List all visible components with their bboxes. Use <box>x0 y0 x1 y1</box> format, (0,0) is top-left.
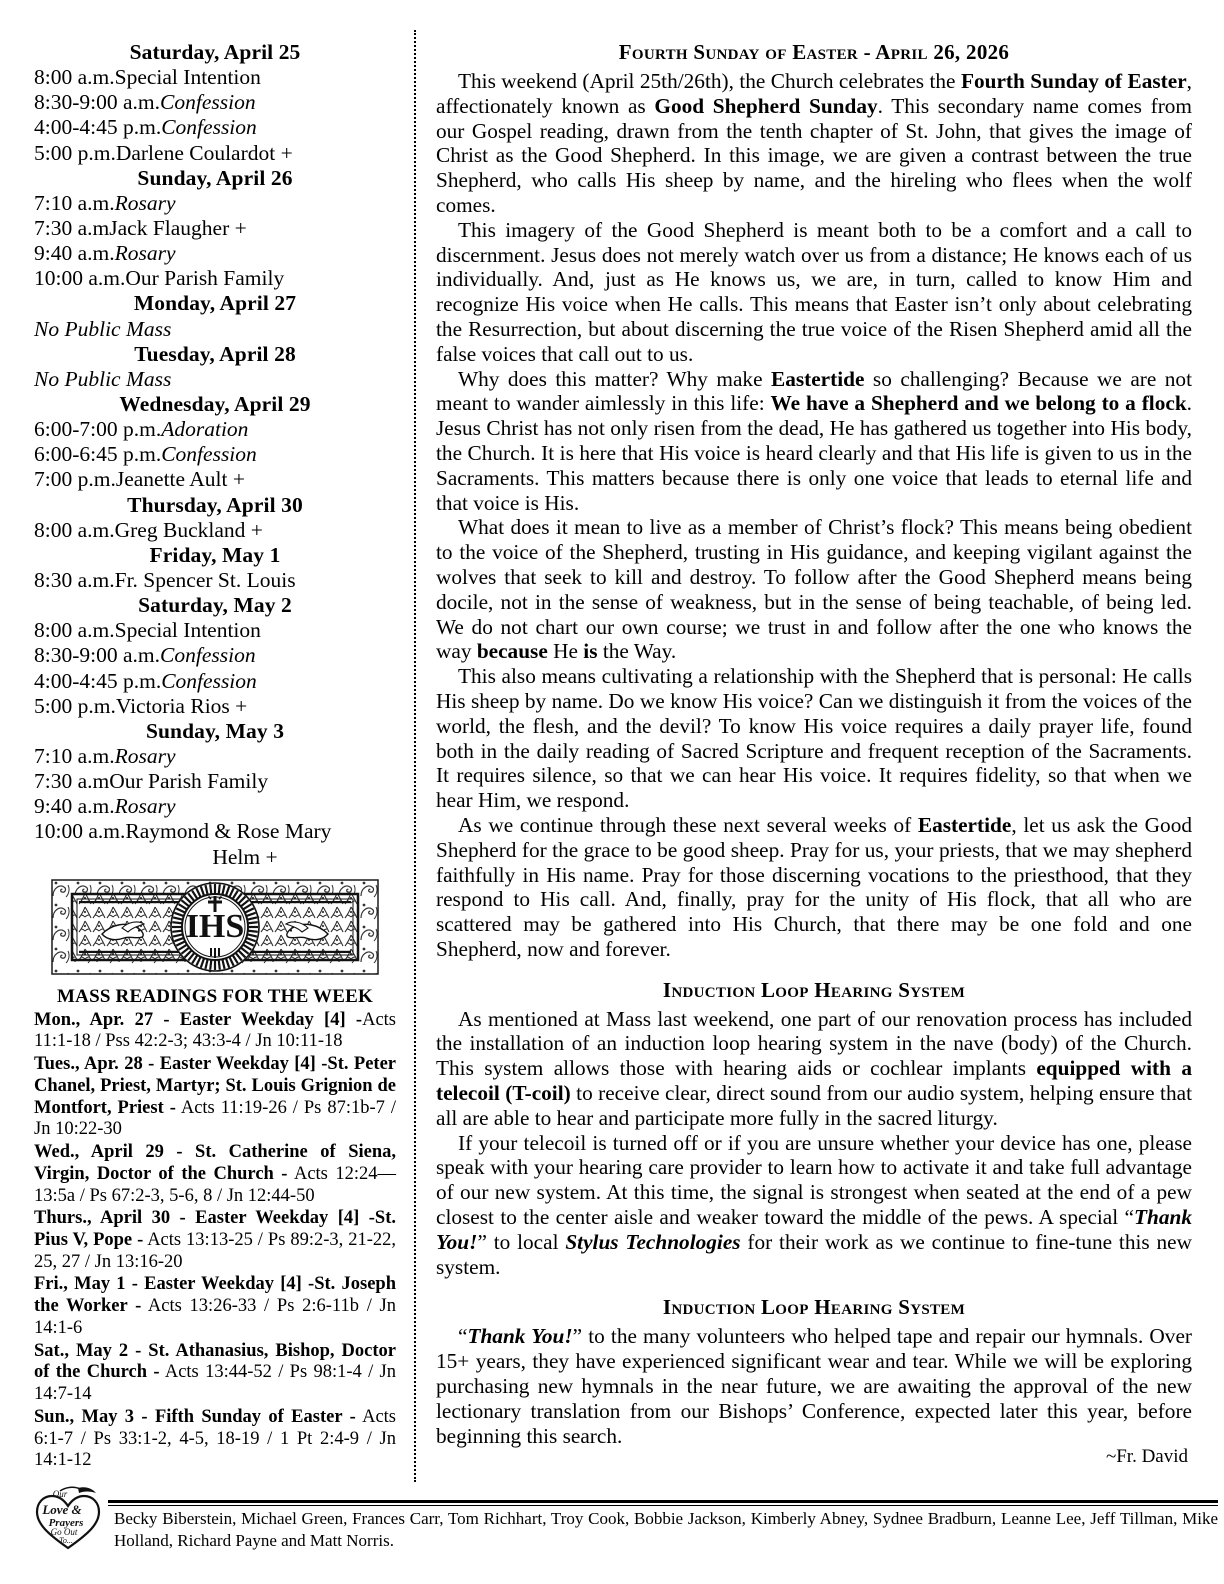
schedule-entry-time: 7:10 a.m. <box>34 743 115 768</box>
text-run: , affectionately known as <box>436 69 1192 118</box>
mass-reading-item <box>34 1010 396 1053</box>
svg-text:Go Out: Go Out <box>50 1527 78 1537</box>
schedule-entry-description: Special Intention <box>114 65 261 90</box>
text-run: Fourth Sunday of Easter <box>960 69 1187 93</box>
article-paragraph <box>436 664 1192 813</box>
schedule-entry-description: Confession <box>161 115 257 140</box>
text-run: Eastertide <box>917 812 1012 837</box>
svg-text:Prayers: Prayers <box>48 1517 84 1529</box>
text-run: As mentioned at Mass last weekend, one part of our renovation process has included the installation of an induction loop hearing system in the nave (body) of the Church. This system allows those with hearing aids or cochlear implants <box>436 1006 1192 1081</box>
schedule-entry <box>34 643 396 668</box>
induction-loop-paragraph <box>436 1131 1192 1280</box>
text-run: so challenging? Because we are not meant to wander aimlessly in this life: <box>436 366 1192 416</box>
schedule-entry-description: Jack Flaugher + <box>109 215 247 240</box>
mass-reading-references: Acts 13:13-25 / Ps 89:2-3, 21-22, 25, 27 / Jn 13:16-20 <box>34 1229 397 1272</box>
schedule-entry <box>34 467 396 492</box>
text-run: because <box>476 639 548 664</box>
text-run: Why does this matter? Why make <box>458 366 771 391</box>
mass-schedule <box>34 40 396 870</box>
schedule-entry <box>34 568 396 593</box>
schedule-entry-description: Confession <box>160 643 256 668</box>
svg-text:To...: To... <box>59 1536 73 1545</box>
article-paragraph <box>436 218 1192 367</box>
mass-reading-references: Acts 11:19-26 / Ps 87:1b-7 / Jn 10:22-30 <box>34 1097 397 1140</box>
article-paragraph <box>436 515 1192 664</box>
schedule-entry-time: 5:00 p.m. <box>34 693 116 718</box>
text-run: . Jesus Christ has not only risen from the dead, He has gathered us together into His body, the Church. It is here that His voice is heard clearly and that His life is given to us in the Sacraments. This matters because there is only one voice that leads to eternal life and that voice is His. <box>436 391 1192 515</box>
text-run: ” to local <box>477 1229 566 1254</box>
mass-reading-item <box>34 1054 396 1141</box>
mass-reading-heading: Sat., May 2 - St. Athanasius, Bishop, Doctor of the Church - <box>34 1340 396 1383</box>
schedule-entry-description: Raymond & Rose Mary <box>125 819 332 844</box>
schedule-entry <box>34 518 396 543</box>
schedule-entry-description: Fr. Spencer St. Louis <box>114 567 296 592</box>
schedule-entry <box>34 367 396 392</box>
schedule-entry-description: Adoration <box>161 417 249 442</box>
schedule-entry-time: 10:00 a.m. <box>34 266 126 291</box>
article-paragraph <box>436 367 1192 516</box>
schedule-entry-time: 7:30 a.m <box>34 769 110 794</box>
ihs-emblem-container <box>34 878 396 976</box>
schedule-entry-time: 8:00 a.m. <box>34 517 115 542</box>
schedule-entry-description: No Public Mass <box>34 366 172 391</box>
schedule-entry-time: 6:00-6:45 p.m. <box>34 442 162 467</box>
schedule-entry-time: 8:30-9:00 a.m. <box>34 90 160 115</box>
mass-reading-references: Acts 13:44-52 / Ps 98:1-4 / Jn 14:7-14 <box>34 1362 397 1405</box>
schedule-day-heading: Saturday, April 25 <box>129 40 301 64</box>
text-run: “ <box>458 1324 468 1349</box>
mass-reading-heading: Tues., Apr. 28 - Easter Weekday [4] -St. Peter Chanel, Priest, Martyr; St. Louis Grignion de Montfort, Priest - <box>34 1054 396 1118</box>
schedule-day-heading: Tuesday, April 28 <box>134 341 296 366</box>
svg-text:IHS: IHS <box>185 907 245 945</box>
mass-reading-item <box>34 1274 396 1339</box>
text-run: Eastertide <box>771 366 865 391</box>
schedule-day-heading: Monday, April 27 <box>133 291 297 316</box>
schedule-entry-time: 10:00 a.m. <box>34 819 126 844</box>
schedule-entry <box>34 694 396 719</box>
schedule-entry <box>34 769 396 794</box>
schedule-entry <box>34 241 396 266</box>
schedule-entry-time: 4:00-4:45 p.m. <box>34 668 162 693</box>
text-run: He <box>547 639 584 664</box>
text-run: This also means cultivating a relationship with the Shepherd that is personal: He calls His sheep by name. Do we know His voice? Can we distinguish it from the voices of the world, the flesh, and the devil? To know His voice requires a daily prayer life, found both in the daily reading of Sacred Scripture and frequent reception of the Sacraments. It requires silence, so that we can hear His voice. It requires fidelity, so that when we hear Him, we respond. <box>436 664 1192 813</box>
left-column <box>34 40 396 1473</box>
footer-divider-rule <box>108 1500 1218 1506</box>
text-run: Stylus Technologies <box>565 1229 741 1254</box>
schedule-entry <box>34 141 396 166</box>
schedule-entry <box>34 216 396 241</box>
mass-reading-heading: Fri., May 1 - Easter Weekday [4] -St. Joseph the Worker - <box>34 1274 396 1317</box>
schedule-entry-time: 4:00-4:45 p.m. <box>34 115 162 140</box>
schedule-entry-description: Victoria Rios + <box>115 693 248 718</box>
text-run: As we continue through these next several weeks of <box>458 812 918 837</box>
schedule-entry-description: Special Intention <box>114 618 261 643</box>
text-run: for their work as we continue to fine-tune this new system. <box>436 1229 1192 1279</box>
schedule-entry-description: Jeanette Ault + <box>115 467 245 492</box>
text-run: This weekend (April 25th/26th), the Church celebrates the <box>458 69 961 93</box>
schedule-entry-time: 9:40 a.m. <box>34 241 115 266</box>
schedule-entry-time: 7:30 a.m <box>34 215 110 240</box>
schedule-entry-description: Rosary <box>114 743 176 768</box>
mass-reading-references: Acts 6:1-7 / Ps 33:1-2, 4-5, 18-19 / 1 Pt 2:4-9 / Jn 14:1-12 <box>34 1406 396 1471</box>
prayer-names-list: Becky Biberstein, Michael Green, Frances Carr, Tom Richhart, Troy Cook, Bobbie Jackson, Kimberly Abney, Sydnee Bradburn, Leanne Lee, Jeff Tillman, Mike Holland, Richard Payne and Matt Norris. <box>114 1509 1218 1551</box>
text-run: is <box>583 639 598 664</box>
schedule-entry-description: Darlene Coulardot + <box>115 140 293 165</box>
mass-reading-item <box>34 1142 396 1207</box>
schedule-entry <box>34 618 396 643</box>
schedule-entry-description: Rosary <box>114 241 176 266</box>
ihs-ornamental-banner-icon <box>50 878 380 976</box>
article-paragraph <box>436 813 1192 962</box>
schedule-entry-description: Our Parish Family <box>125 266 285 291</box>
text-run: We have a Shepherd and we belong to a flock <box>770 391 1187 416</box>
mass-reading-references: Acts 13:26-33 / Ps 2:6-11b / Jn 14:1-6 <box>34 1296 396 1338</box>
mass-reading-heading: Sun., May 3 - Fifth Sunday of Easter - <box>34 1406 356 1427</box>
schedule-day-heading: Sunday, April 26 <box>137 165 293 190</box>
mass-readings-title: MASS READINGS FOR THE WEEK <box>57 985 373 1007</box>
schedule-entry <box>34 794 396 819</box>
text-run: Thank You! <box>436 1205 1192 1254</box>
schedule-entry <box>34 417 396 442</box>
mass-reading-heading: Thurs., April 30 - Easter Weekday [4] -St. Pius V, Pope - <box>34 1208 396 1250</box>
schedule-entry <box>34 442 396 467</box>
schedule-entry-time: 9:40 a.m. <box>34 794 115 819</box>
section-body-hymnals <box>436 1324 1192 1448</box>
schedule-entry <box>34 65 396 90</box>
ihs-medallion-icon <box>171 883 259 971</box>
text-run: Good Shepherd Sunday <box>654 93 878 118</box>
schedule-entry-time: 6:00-7:00 p.m. <box>34 417 162 442</box>
schedule-entry <box>34 266 396 291</box>
text-run: to receive clear, direct sound from our audio system, helping ensure that all are able to hear and participate more fully in the sacred liturgy. <box>436 1081 1192 1130</box>
text-run: What does it mean to live as a member of Christ’s flock? This means being obedient to the voice of the Shepherd, trusting in His guidance, and keeping vigilant against the wolves that seek to kill and destroy. To follow after the Good Shepherd means being docile, not in the sense of weakness, but in the sense of being teachable, of being led. We do not chart our own course; we trust in and follow after the one who knows the way <box>436 515 1192 664</box>
schedule-entry-description: Rosary <box>114 190 176 215</box>
schedule-entry <box>34 90 396 115</box>
svg-text:Love &: Love & <box>42 1502 82 1517</box>
section-body-induction-loop <box>436 1007 1192 1280</box>
mass-reading-references: Acts 12:24—13:5a / Ps 67:2-3, 5-6, 8 / Jn 12:44-50 <box>34 1163 397 1206</box>
text-run: ” to the many volunteers who helped tape and repair our hymnals. Over 15+ years, they have experienced significant wear and tear. While we will be exploring purchasing new hymnals in the near future, we are awaiting the approval of the new lectionary translation from our Bishops’ Conference, expected later this year, before beginning this search. <box>436 1324 1192 1448</box>
schedule-entry <box>34 744 396 769</box>
schedule-entry-description: Our Parish Family <box>109 769 269 794</box>
schedule-entry-description: Greg Buckland + <box>114 517 263 542</box>
schedule-entry-time: 5:00 p.m. <box>34 140 116 165</box>
schedule-day-heading: Friday, May 1 <box>149 542 281 567</box>
article-signature: ~Fr. David <box>1105 1446 1188 1468</box>
schedule-entry-description: No Public Mass <box>34 316 172 341</box>
text-run: equipped with a telecoil (T-coil) <box>436 1056 1192 1106</box>
text-run: the Way. <box>597 639 677 664</box>
mass-reading-heading: Mon., Apr. 27 - Easter Weekday [4] - <box>34 1009 363 1030</box>
schedule-day-heading: Wednesday, April 29 <box>119 391 311 416</box>
schedule-entry-description: Confession <box>161 668 257 693</box>
schedule-entry-description: Confession <box>161 442 257 467</box>
text-run: Thank You! <box>467 1324 573 1349</box>
schedule-entry <box>34 115 396 140</box>
schedule-entry-time: 7:00 p.m. <box>34 467 116 492</box>
schedule-entry-description: Rosary <box>114 794 176 819</box>
schedule-entry-time: 8:30-9:00 a.m. <box>34 643 160 668</box>
section-title-induction-loop: Induction Loop Hearing System <box>662 977 966 1002</box>
schedule-entry-time: 7:10 a.m. <box>34 190 115 215</box>
svg-text:Our: Our <box>52 1489 68 1499</box>
our-love-and-prayers-go-out-to-icon <box>30 1482 106 1554</box>
schedule-entry <box>34 819 396 844</box>
mass-reading-heading: Wed., April 29 - St. Catherine of Siena, Virgin, Doctor of the Church - <box>34 1142 396 1184</box>
text-run: . This secondary name comes from our Gospel reading, drawn from the tenth chapter of St. John, that gives the image of Christ as the Good Shepherd. In this image, we are given a contrast between the true Shepherd, who calls His sheep by name, and the hireling who flees when the wolf comes. <box>436 93 1192 217</box>
right-column <box>436 40 1192 1468</box>
schedule-entry <box>34 317 396 342</box>
schedule-entry <box>34 669 396 694</box>
text-run: This imagery of the Good Shepherd is meant both to be a comfort and a call to discernment. Jesus does not merely watch over us from a distance; He knows each of us individually. And, just as He knows us, we are, in turn, called to know Him and recognize His voice when He calls. This means that Easter isn’t only about celebrating the Resurrection, but about discerning the true voice of the Risen Shepherd amid all the false voices that call out to us. <box>436 217 1192 366</box>
text-run: If your telecoil is turned off or if you are unsure whether your device has one, please speak with your hearing care provider to learn how to activate it and take full advantage of our new system. At this time, the signal is strongest when seated at the end of a pew closest to the center aisle and weaker toward the middle of the pews. A special “ <box>436 1130 1192 1230</box>
schedule-entry-time: 8:00 a.m. <box>34 65 115 90</box>
mass-readings-list <box>34 1010 396 1472</box>
section-title-hymnals: Induction Loop Hearing System <box>662 1295 966 1320</box>
mass-reading-item <box>34 1341 396 1406</box>
schedule-day-heading: Saturday, May 2 <box>138 593 292 618</box>
article-paragraph <box>436 69 1192 218</box>
schedule-entry-continuation: Helm + <box>212 844 278 869</box>
mass-reading-references: Acts 11:1-18 / Pss 42:2-3; 43:3-4 / Jn 10:11-18 <box>34 1009 396 1052</box>
text-run: , let us ask the Good Shepherd for the grace to be good sheep. Pray for us, your priests, that we may shepherd faithfully in His name. Pray for those discerning vocations to the priesthood, that they respond to His call. And, finally, pray for the unity of His flock, that all who are scattered may be gathered into His Church, that there may be one fold and one Shepherd, now and forever. <box>436 812 1192 961</box>
article-title: Fourth Sunday of Easter - April 26, 2026 <box>618 40 1010 64</box>
schedule-entry-time: 8:30 a.m. <box>34 567 115 592</box>
induction-loop-paragraph <box>436 1007 1192 1131</box>
hymnals-paragraph <box>436 1324 1192 1448</box>
schedule-entry <box>34 191 396 216</box>
article-body <box>436 69 1192 962</box>
column-divider <box>414 30 416 1482</box>
schedule-day-heading: Sunday, May 3 <box>145 718 285 743</box>
schedule-entry-description: Confession <box>160 90 256 115</box>
mass-reading-item <box>34 1208 396 1273</box>
schedule-entry-time: 8:00 a.m. <box>34 618 115 643</box>
mass-reading-item <box>34 1407 396 1472</box>
schedule-day-heading: Thursday, April 30 <box>127 492 303 517</box>
